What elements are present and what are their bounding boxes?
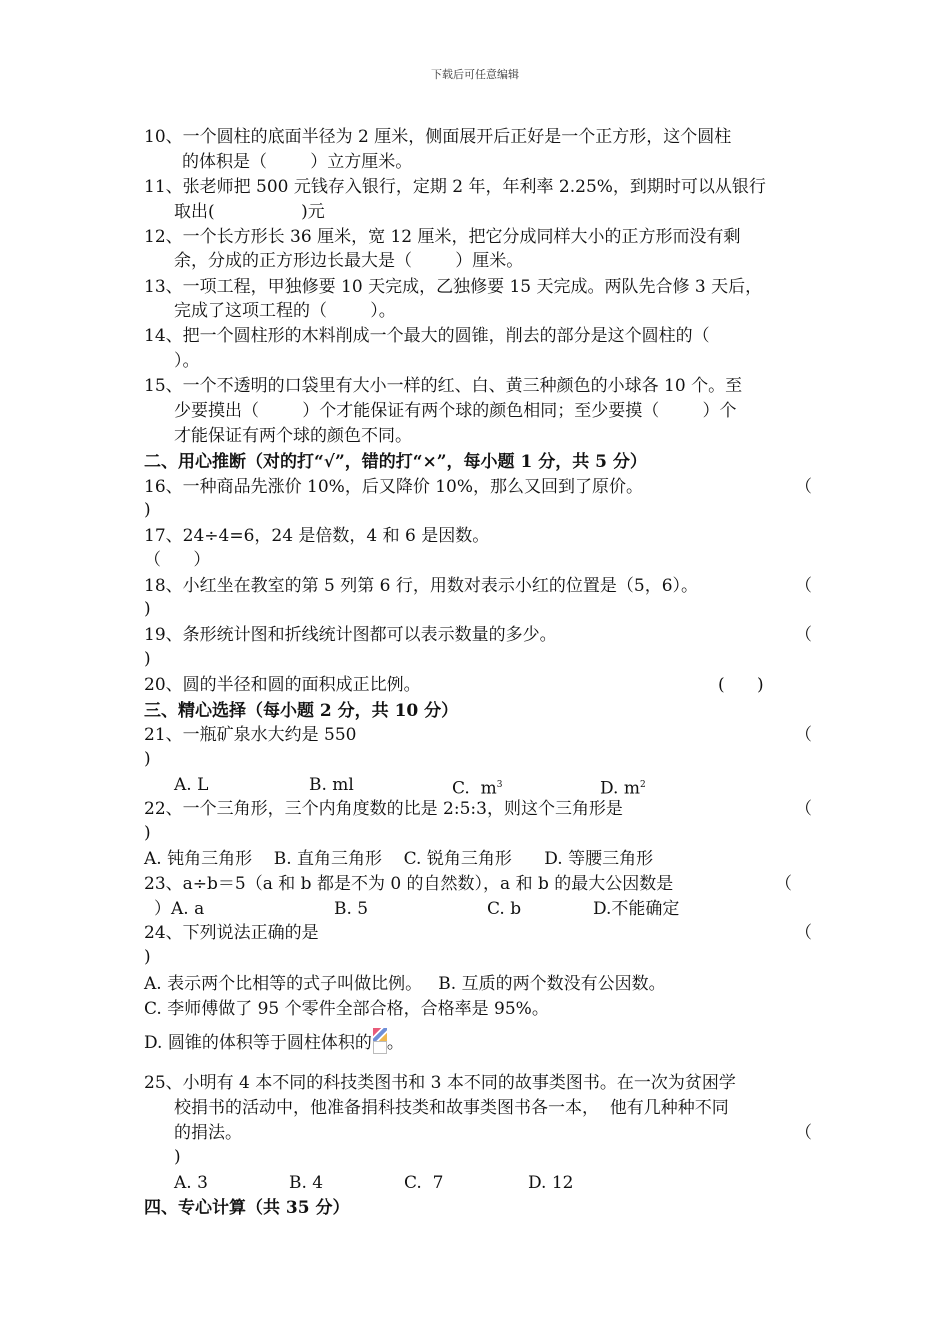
q21-answer-paren-close: )	[144, 749, 151, 769]
question-10-line-1: 10、一个圆柱的底面半径为 2 厘米，侧面展开后正好是一个正方形，这个圆柱	[144, 127, 732, 147]
q21-option-d-exponent: 2	[639, 780, 646, 790]
q25-answer-paren-close: )	[174, 1147, 181, 1167]
question-25-line-2: 校捐书的活动中，他准备捐科技类和故事类图书各一本， 他有几种种不同	[174, 1098, 729, 1118]
question-12-line-2: 余，分成的正方形边长最大是（ ）厘米。	[174, 251, 524, 271]
q21-option-c	[452, 774, 502, 800]
q18-answer-paren-close: )	[144, 599, 151, 619]
question-25-line-1: 25、小明有 4 本不同的科技类图书和 3 本不同的故事类图书。在一次为贫困学	[144, 1073, 736, 1093]
q24-option-d	[144, 1028, 404, 1054]
question-22: 22、一个三角形，三个内角度数的比是 2:5:3，则这个三角形是	[144, 799, 623, 819]
section-4-heading: 四、专心计算（共 35 分）	[144, 1198, 350, 1218]
q24-option-d-text: D. 圆锥的体积等于圆柱体积的	[144, 1033, 372, 1053]
question-20: 20、圆的半径和圆的面积成正比例。	[144, 675, 421, 695]
q16-answer-paren-close: )	[144, 500, 151, 520]
question-11-line-2: 取出( )元	[174, 202, 325, 222]
question-14-line-2: ）。	[174, 351, 200, 371]
question-25-line-3: 的捐法。	[174, 1123, 242, 1143]
question-19: 19、条形统计图和折线统计图都可以表示数量的多少。	[144, 625, 557, 645]
question-10-line-2: 的体积是（ ）立方厘米。	[182, 152, 413, 172]
q21-option-d	[600, 774, 646, 800]
q22-answer-paren-open: （	[795, 799, 812, 819]
q23-option-c: C. b	[487, 899, 522, 919]
q22-answer-paren-close: )	[144, 823, 151, 843]
question-11-line-1: 11、张老师把 500 元钱存入银行，定期 2 年，年利率 2.25%，到期时可以从银行	[144, 177, 766, 197]
question-21: 21、一瓶矿泉水大约是 550	[144, 725, 357, 745]
fraction-image-icon	[373, 1028, 387, 1052]
question-17: 17、24÷4=6，24 是倍数，4 和 6 是因数。	[144, 526, 490, 546]
question-15-line-3: 才能保证有两个球的颜色不同。	[174, 426, 412, 446]
section-3-heading: 三、精心选择（每小题 2 分，共 10 分）	[144, 701, 459, 721]
q21-answer-paren-open: （	[795, 725, 812, 745]
q17-answer-paren: （ ）	[144, 550, 211, 570]
q25-option-a: A. 3	[174, 1173, 208, 1193]
q24-option-a-b: A. 表示两个比相等的式子叫做比例。 B. 互质的两个数没有公因数。	[144, 974, 666, 994]
question-14-line-1: 14、把一个圆柱形的木料削成一个最大的圆锥，削去的部分是这个圆柱的（	[144, 326, 710, 346]
q22-options: A. 钝角三角形 B. 直角三角形 C. 锐角三角形 D. 等腰三角形	[144, 849, 654, 869]
question-23: 23、a÷b＝5（a 和 b 都是不为 0 的自然数），a 和 b 的最大公因数是	[144, 874, 674, 894]
section-2-heading: 二、用心推断（对的打“√”，错的打“×”，每小题 1 分，共 5 分）	[144, 452, 647, 472]
q19-answer-paren-open: （	[795, 625, 812, 645]
q23-option-a: ）A. a	[154, 899, 205, 919]
q21-option-c-text: C. m	[452, 778, 497, 799]
q25-option-d: D. 12	[528, 1173, 574, 1193]
q25-option-b: B. 4	[289, 1173, 324, 1193]
question-13-line-1: 13、一项工程，甲独修要 10 天完成，乙独修要 15 天完成。两队先合修 3 天后，	[144, 277, 763, 297]
q21-option-a: A. L	[174, 775, 209, 795]
q24-option-c: C. 李师傅做了 95 个零件全部合格，合格率是 95%。	[144, 999, 549, 1019]
q16-answer-paren-open: （	[795, 477, 812, 497]
q25-answer-paren-open: （	[795, 1123, 812, 1143]
q21-option-c-exponent: 3	[496, 780, 503, 790]
q21-option-b: B. ml	[309, 775, 354, 795]
q24-answer-paren-open: （	[795, 923, 812, 943]
q19-answer-paren-close: )	[144, 649, 151, 669]
question-13-line-2: 完成了这项工程的（ ）。	[174, 301, 396, 321]
question-18: 18、小红坐在教室的第 5 列第 6 行，用数对表示小红的位置是（5，6）。	[144, 576, 699, 596]
question-24: 24、下列说法正确的是	[144, 923, 319, 943]
q21-option-d-text: D. m	[600, 778, 640, 799]
q23-option-d: D.不能确定	[593, 899, 680, 919]
q23-answer-paren-open: （	[775, 874, 792, 894]
question-15-line-2: 少要摸出（ ）个才能保证有两个球的颜色相同；至少要摸（ ）个	[174, 401, 737, 421]
q20-answer-paren: ( )	[718, 675, 764, 695]
q25-option-c: C. 7	[404, 1173, 444, 1193]
q24-option-d-end: 。	[386, 1033, 404, 1053]
q18-answer-paren-open: （	[795, 576, 812, 596]
question-16: 16、一种商品先涨价 10%，后又降价 10%，那么又回到了原价。	[144, 477, 644, 497]
q23-option-b: B. 5	[334, 899, 369, 919]
question-15-line-1: 15、一个不透明的口袋里有大小一样的红、白、黄三种颜色的小球各 10 个。至	[144, 376, 743, 396]
question-12-line-1: 12、一个长方形长 36 厘米，宽 12 厘米，把它分成同样大小的正方形而没有剩	[144, 227, 741, 247]
page-header: 下载后可任意编辑	[431, 68, 519, 81]
q24-answer-paren-close: )	[144, 947, 151, 967]
